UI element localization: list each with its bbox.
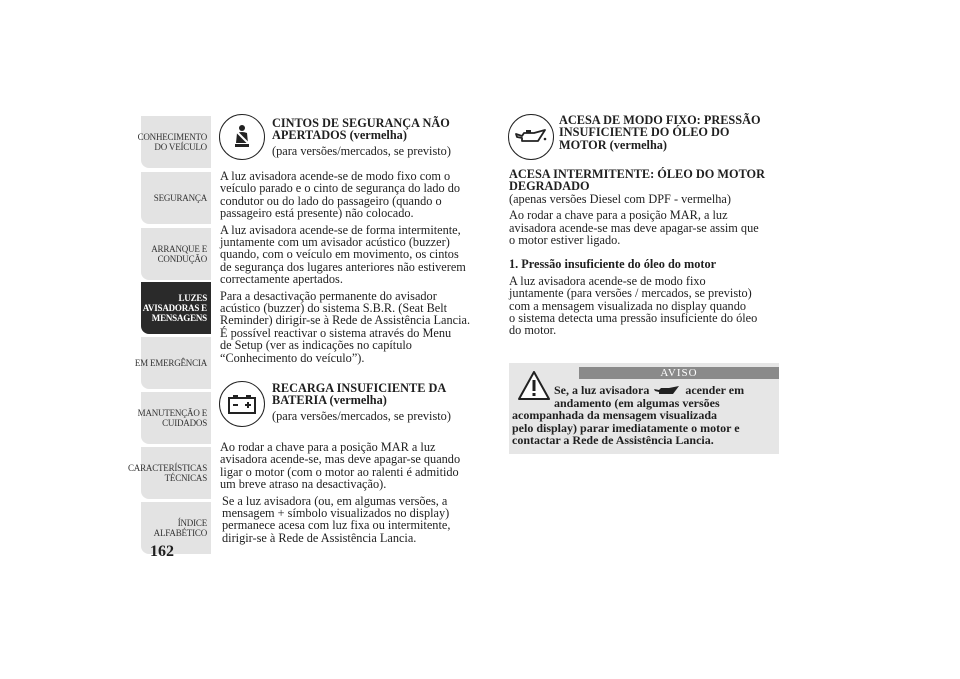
warning-box [509,363,779,454]
sidebar-tab-label: MENSAGENS [151,313,207,323]
page-number: 162 [150,543,174,560]
seatbelt-heading [272,117,492,157]
sidebar-tab-label: MANUTENÇÃO E [137,408,207,418]
seatbelt-subtitle: (para versões/mercados, se previsto) [272,143,451,158]
sidebar-tab-arranque[interactable] [141,228,211,280]
text-line: com a mensagem visualizada no display quando [509,298,746,313]
oil-para1 [509,209,789,246]
oil-can-icon [508,114,554,160]
sidebar-tab-manutencao[interactable] [137,392,211,444]
warning-title: AVISO [579,367,779,379]
text-line: de segurança dos lugares anteriores não estiverem [220,259,466,274]
text-line: um breve atraso na desactivação). [220,477,387,492]
text-line: correctamente apertados. [220,272,343,287]
text-line: passageiro está presente) não colocado. [220,206,414,221]
text-line: quando, com o veículo em movimento, os cintos [220,247,459,262]
text-line: dirigir-se à Rede de Assistência Lancia. [222,530,417,545]
sidebar-tab-label: LUZES [178,293,207,303]
battery-heading [272,382,492,422]
sidebar-tab-caracteristicas[interactable] [127,447,211,499]
warning-line2: andamento (em algumas versões [554,396,720,411]
battery-subtitle: (para versões/mercados, se previsto) [272,408,451,423]
seatbelt-title-line2: APERTADOS (vermelha) [272,128,407,143]
text-line: o sistema detecta uma pressão insuficiente do óleo [509,311,758,326]
text-line: de Setup (ver as indicações no capítulo [220,338,412,353]
sidebar-tab-label: ALFABÉTICO [153,528,207,538]
oil-title-line2: INSUFICIENTE DO ÓLEO DO [559,125,730,140]
warning-line4: pelo display) parar imediatamente o motor e [512,420,740,435]
warning-text-part: Se, a luz avisadora [554,383,650,397]
text-line: É possível reactivar o sistema através do Menu [220,325,452,340]
degraded-title-line1: ACESA INTERMITENTE: ÓLEO DO MOTOR [509,167,766,181]
sidebar-tab-label: EM EMERGÊNCIA [134,358,207,368]
text-line: avisadora acende-se, mas deve apagar-se quando [220,452,461,467]
sidebar-tab-label: CONDUÇÃO [157,254,207,264]
text-line: permanece acesa com luz fixa ou intermitente, [222,518,451,533]
text-line: avisadora acende-se mas deve apagar-se assim que [509,220,759,235]
sidebar-tab-label: ÍNDICE [177,518,207,528]
oil-title-line1: ACESA DE MODO FIXO: PRESSÃO [559,113,761,127]
warning-line5: contactar a Rede de Assistência Lancia. [512,432,714,447]
battery-para1 [220,441,500,491]
battery-title-line2: BATERIA (vermelha) [272,393,387,408]
seatbelt-para1 [220,170,500,220]
text-line: o motor estiver ligado. [509,233,621,248]
oil-title-line3: MOTOR (vermelha) [559,137,668,152]
warning-text-part: acender em [685,383,745,397]
text-line: veículo parado e o cinto de segurança do lado do [220,181,461,196]
sidebar-tab-label: AVISADORAS E [142,303,207,313]
text-line: ligar o motor (com o motor ao ralenti é admitido [220,464,459,479]
sidebar-tab-label: CUIDADOS [162,418,207,428]
text-line: condutor ou do lado do passageiro (quando o [220,193,442,208]
oil-para2 [509,275,789,337]
battery-title-line1: RECARGA INSUFICIENTE DA [272,381,447,395]
warning-text [512,384,777,446]
text-line: Reminder) dirigir-se à Rede de Assistência Lancia. [220,313,471,328]
sidebar-tab-label: CARACTERÍSTICAS [127,463,207,473]
seatbelt-title-line1: CINTOS DE SEGURANÇA NÃO [272,116,450,130]
sidebar-tab-label: CONHECIMENTO [137,132,207,142]
sidebar-tab-label: TÉCNICAS [164,473,207,483]
warning-line3: acompanhada da mensagem visualizada [512,408,718,423]
degraded-title-line2: DEGRADADO [509,179,590,194]
sidebar-tab-label: SEGURANÇA [153,193,207,203]
text-line: A luz avisadora acende-se de forma intermitente, [220,222,461,237]
sidebar-tab-emergencia[interactable] [134,337,211,389]
degraded-subtitle: (apenas versões Diesel com DPF - vermelha) [509,191,731,206]
text-line: juntamente com um avisador acústico (buzzer) [220,235,450,250]
oil-heading [559,114,779,151]
battery-body [220,441,500,544]
sidebar-tab-label: ARRANQUE E [151,244,207,254]
sidebar-tab-conhecimento[interactable] [137,116,211,168]
warning-line1 [512,384,777,397]
text-line: Para a desactivação permanente do avisador [220,288,437,303]
text-line: acústico (buzzer) do sistema S.B.R. (Seat Belt [220,301,448,316]
text-line: Ao rodar a chave para a posição MAR, a luz [509,208,728,223]
sidebar-tab-luzes-avisadoras[interactable] [141,282,211,334]
battery-para2 [220,495,500,545]
text-line: do motor. [509,323,557,338]
text-line: Ao rodar a chave para a posição MAR a luz [220,440,436,454]
section-title: 1. Pressão insuficiente do óleo do motor [509,257,717,272]
text-line: Se a luz avisadora (ou, em algumas versões, a [222,493,448,508]
sidebar-tab-label: DO VEÍCULO [154,142,207,152]
text-line: “Conhecimento do veículo”). [220,350,365,365]
text-line: mensagem + símbolo visualizados no display) [222,506,450,521]
text-line: A luz avisadora acende-se de modo fixo com o [220,169,451,183]
text-line: juntamente (para versões / mercados, se previsto) [509,286,752,301]
battery-icon [219,381,265,427]
seatbelt-para2 [220,224,500,286]
sidebar-tab-seguranca[interactable] [141,172,211,224]
text-line: A luz avisadora acende-se de modo fixo [509,273,706,288]
oil-body [509,168,789,337]
seatbelt-icon [219,114,265,160]
seatbelt-body [220,170,500,364]
seatbelt-para3 [220,290,500,364]
